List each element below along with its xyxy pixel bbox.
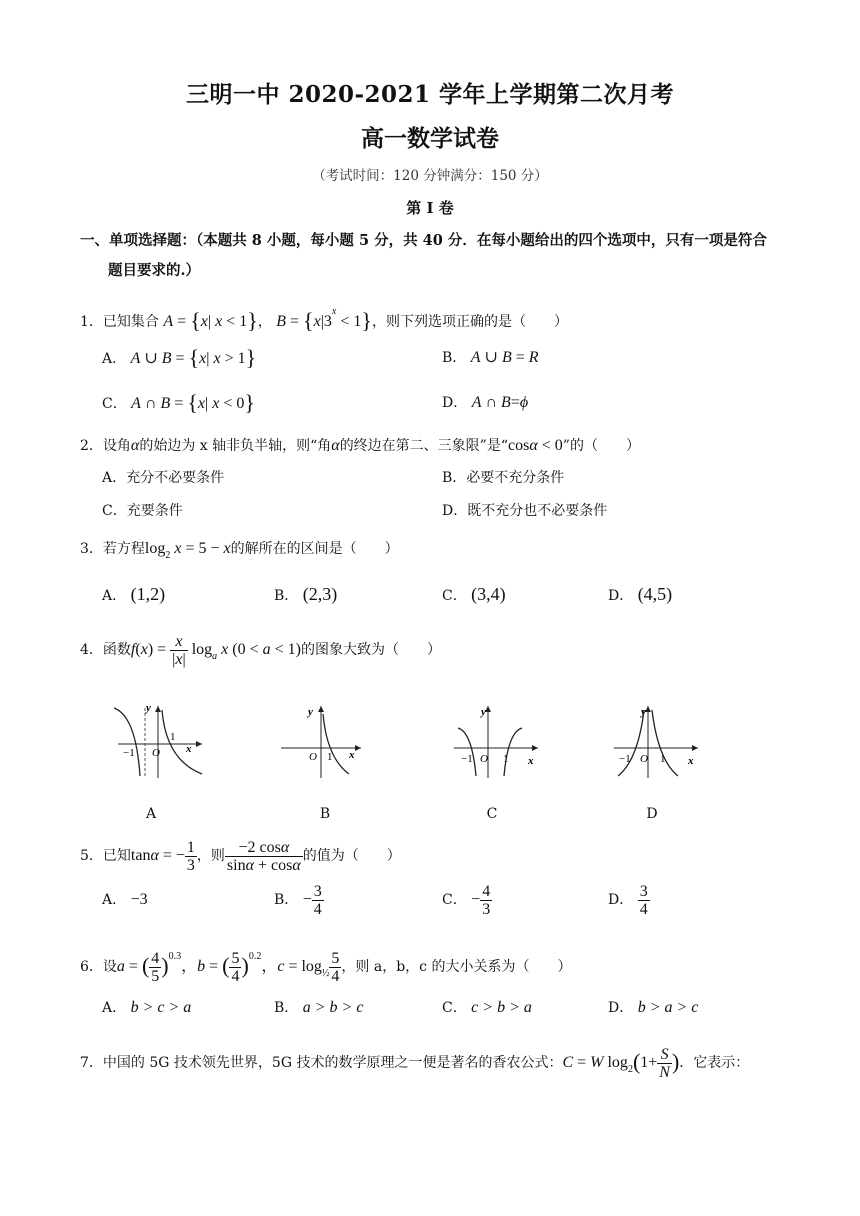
svg-text:x: x: [349, 749, 355, 761]
section-heading-cont: 题目要求的.）: [108, 262, 201, 279]
q1-number: 1．: [80, 314, 103, 330]
q5-option-d: D． $\frac{3}{4}$: [608, 882, 648, 918]
graph-a-label: A: [145, 806, 157, 822]
q1-option-b: B． A ∪ B = R: [442, 349, 539, 366]
question-5: 5．已知tanα = − $\frac{1}{3}$ ，则 $\frac{-2 \cos\alpha}{\sin\alpha + \cos\alpha}$ 的值为（ ）: [80, 838, 401, 874]
section-heading: 一、单项选择题：（本题共 8 小题，每小题 5 分，共 40 分．在每小题给出的四个选项中，只有一项是符合: [80, 232, 767, 249]
q1-option-c: C． A ∩ B = {x| x < 0}: [102, 390, 255, 415]
exam-subtitle: 高一数学试卷: [361, 125, 499, 152]
q1-option-a: A． A ∪ B = {x| x > 1}: [102, 345, 257, 370]
q6-option-b: B． a > b > c: [274, 999, 364, 1016]
question-3: 3．若方程$\log_2 x = 5 - x$的解所在的区间是（ ）: [80, 540, 399, 561]
svg-text:O: O: [309, 751, 317, 763]
svg-text:1: 1: [170, 731, 176, 743]
question-1: 1．已知集合 A = {x| x < 1}， $B = \{x|3^x < 1\}$，则下列选项正确的是（ ）: [80, 306, 568, 333]
graph-c-label: C: [486, 806, 498, 822]
svg-text:O: O: [640, 753, 648, 765]
volume-label: 第 I 卷: [406, 199, 454, 217]
svg-text:−1: −1: [619, 753, 631, 765]
q5-option-b: B． − $\frac{3}{4}$: [274, 882, 322, 918]
question-7: 7．中国的 5G 技术领先世界，5G 技术的数学原理之一便是著名的香农公式：C = W $\log_2(1+$ $\frac{S}{N}$ )．它表示：: [80, 1045, 750, 1081]
svg-text:y: y: [146, 702, 151, 714]
graph-d-label: D: [646, 806, 658, 822]
q6-option-c: C． c > b > a: [442, 999, 532, 1016]
q6-option-a: A． b > c > a: [102, 999, 192, 1016]
exam-info: （考试时间：120 分钟满分：150 分）: [312, 168, 548, 184]
svg-text:−1: −1: [123, 747, 135, 759]
q1-option-d: D． A ∩ B=ϕ: [442, 394, 529, 411]
q2-option-a: A．充分不必要条件: [102, 470, 225, 486]
question-4: 4．函数f(x) = $\frac{x}{|x|}$ $\log_a x$ (0 < a < 1)的图象大致为（ ）: [80, 632, 441, 668]
graph-d: [608, 700, 708, 780]
svg-text:y: y: [481, 706, 486, 718]
graph-a: [110, 700, 210, 780]
q2-option-c: C．充要条件: [102, 503, 183, 519]
svg-text:x: x: [528, 755, 534, 767]
q3-option-a: A． (1,2): [102, 584, 166, 604]
svg-text:−1: −1: [461, 753, 473, 765]
svg-text:1: 1: [503, 753, 509, 765]
question-2: 2．设角α的始边为 x 轴非负半轴，则“角α的终边在第二、三象限”是“cosα < 0”的（ ）: [80, 437, 640, 454]
q3-option-d: D． (4,5): [608, 584, 673, 604]
q2-option-d: D．既不充分也不必要条件: [442, 503, 608, 519]
q5-option-c: C． − $\frac{4}{3}$: [442, 882, 491, 918]
svg-text:1: 1: [327, 751, 333, 763]
svg-text:y: y: [641, 706, 646, 718]
svg-text:y: y: [308, 706, 313, 718]
q2-option-b: B．必要不充分条件: [442, 470, 565, 486]
graph-c: [448, 700, 548, 780]
svg-text:x: x: [688, 755, 694, 767]
q5-option-a: A． −3: [102, 891, 148, 908]
question-6: 6．设a = ( $\frac{4}{5}$ )$^{0.3}$，b = ( $\frac{5}{4}$ )$^{0.2}$，$c = \log_{\frac{1}{2}}$ $\frac{5}{4}$ ，则 a，b，c 的大小关系为（ ）: [80, 949, 572, 985]
graph-b: [275, 700, 375, 780]
svg-text:1: 1: [660, 753, 666, 765]
q3-option-c: C． (3,4): [442, 584, 506, 604]
svg-text:O: O: [480, 753, 488, 765]
q1-text: 已知集合: [102, 314, 159, 330]
svg-text:x: x: [186, 743, 192, 755]
exam-title: 三明一中 2020-2021 学年上学期第二次月考: [185, 81, 675, 108]
svg-text:O: O: [152, 747, 160, 759]
q3-option-b: B． (2,3): [274, 584, 338, 604]
q6-option-d: D． b > a > c: [608, 999, 699, 1016]
graph-b-label: B: [319, 806, 331, 822]
